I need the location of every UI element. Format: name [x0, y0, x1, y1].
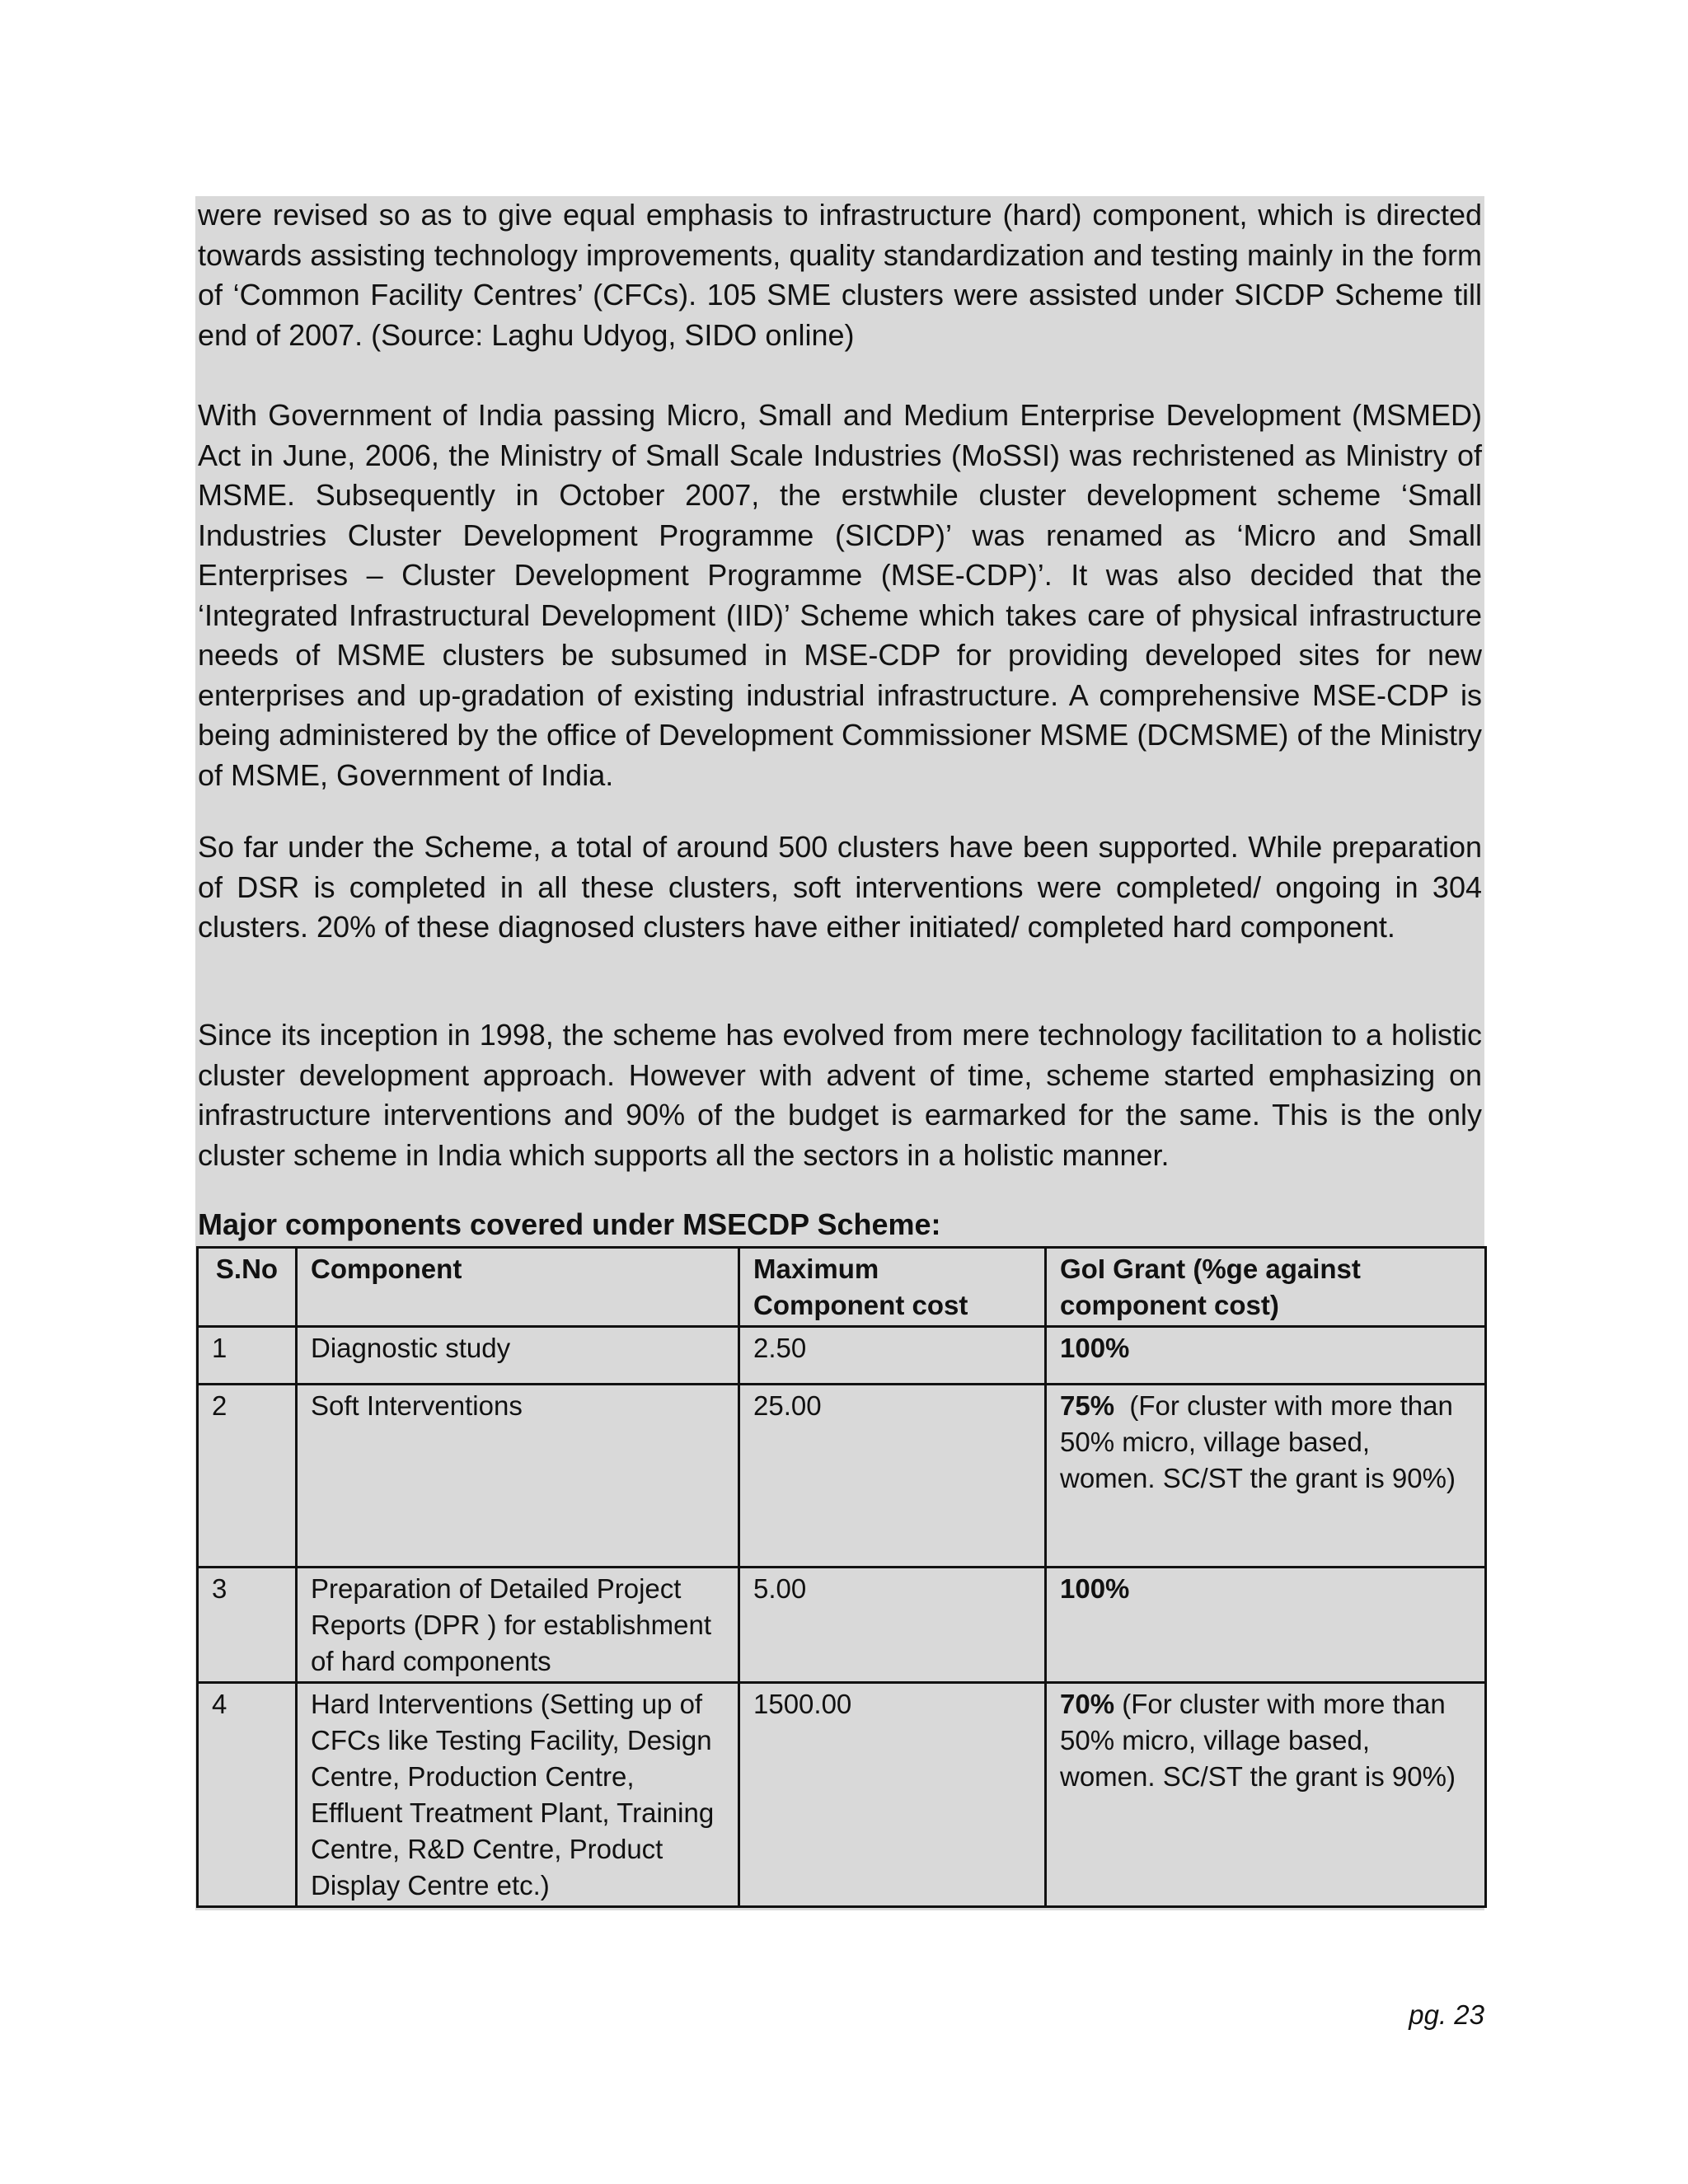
table-row — [198, 1385, 1486, 1568]
body-paragraph-3 — [198, 827, 1482, 948]
paragraph-text: With Government of India passing Micro, Small and Medium Enterprise Development (MSMED) Act in June, 2006, the Ministry of Small Scale Industries (MoSSI) was rechristened as Ministry of MSME. Subsequently in October 2007, the erstwhile cluster development scheme ‘Small Industries Cluster Development Programme (SICDP)’ was renamed as ‘Micro and Small Enterprises – Cluster Development Programme (MSE-CDP)’. It was also decided that the ‘Integrated Infrastructural Development (IID)’ Scheme which takes care of physical infrastructure needs of MSME clusters be subsumed in MSE-CDP for providing developed sites for new enterprises and up-gradation of existing industrial infrastructure. A comprehensive MSE-CDP is being administered by the office of Development Commissioner MSME (DCMSME) of the Ministry of MSME, Government of India. — [198, 398, 1482, 792]
cell-component: Diagnostic study — [297, 1327, 739, 1385]
cell-cost: 5.00 — [739, 1568, 1046, 1683]
paragraph-text: So far under the Scheme, a total of around 500 clusters have been supported. While preparation of DSR is completed in all these clusters, soft interventions were completed/ ongoing in 304 clusters. 20% of these diagnosed clusters have either initiated/ completed hard component. — [198, 830, 1482, 944]
cell-sno: 1 — [198, 1327, 297, 1385]
table-row — [198, 1568, 1486, 1683]
grant-percent: 75% — [1060, 1390, 1115, 1421]
header-grant: GoI Grant (%ge against component cost) — [1046, 1248, 1486, 1327]
cell-grant — [1046, 1385, 1486, 1568]
cell-sno: 4 — [198, 1683, 297, 1907]
cell-grant — [1046, 1568, 1486, 1683]
grant-percent: 100% — [1060, 1573, 1130, 1604]
cell-cost: 1500.00 — [739, 1683, 1046, 1907]
cell-cost: 2.50 — [739, 1327, 1046, 1385]
cell-component: Hard Interventions (Setting up of CFCs like Testing Facility, Design Centre, Production Centre, Effluent Treatment Plant, Training Centre, R&D Centre, Product Display Centre etc.) — [297, 1683, 739, 1907]
grant-percent: 70% — [1060, 1689, 1115, 1719]
table-title: Major components covered under MSECDP Scheme: — [198, 1207, 941, 1241]
cell-grant — [1046, 1683, 1486, 1907]
table-row — [198, 1683, 1486, 1907]
header-component: Component — [297, 1248, 739, 1327]
table-header-row — [198, 1248, 1486, 1327]
cell-grant — [1046, 1327, 1486, 1385]
body-paragraph-1 — [198, 195, 1482, 355]
components-table — [196, 1246, 1487, 1908]
grant-note: (For cluster with more than 50% micro, village based, women. SC/ST the grant is 90%) — [1060, 1689, 1456, 1792]
cell-component: Soft Interventions — [297, 1385, 739, 1568]
grant-note: (For cluster with more than 50% micro, village based, women. SC/ST the grant is 90%) — [1060, 1390, 1456, 1493]
body-paragraph-2 — [198, 396, 1482, 795]
table-row — [198, 1327, 1486, 1385]
paragraph-text: were revised so as to give equal emphasis to infrastructure (hard) component, which is directed towards assisting technology improvements, quality standardization and testing mainly in the form of ‘Common Facility Centres’ (CFCs). 105 SME clusters were assisted under SICDP Scheme till end of 2007. (Source: Laghu Udyog, SIDO online) — [198, 198, 1482, 352]
grant-percent: 100% — [1060, 1333, 1130, 1363]
cell-sno: 3 — [198, 1568, 297, 1683]
page-number: pg. 23 — [1409, 1999, 1484, 2030]
paragraph-text: Since its inception in 1998, the scheme has evolved from mere technology facilitation to a holistic cluster development approach. However with advent of time, scheme started emphasizing on infrastructure interventions and 90% of the budget is earmarked for the same. This is the only cluster scheme in India which supports all the sectors in a holistic manner. — [198, 1018, 1482, 1172]
header-max-cost: Maximum Component cost — [739, 1248, 1046, 1327]
cell-component: Preparation of Detailed Project Reports (DPR ) for establishment of hard components — [297, 1568, 739, 1683]
header-sno: S.No — [198, 1248, 297, 1327]
body-paragraph-4 — [198, 1015, 1482, 1175]
cell-sno: 2 — [198, 1385, 297, 1568]
cell-cost: 25.00 — [739, 1385, 1046, 1568]
